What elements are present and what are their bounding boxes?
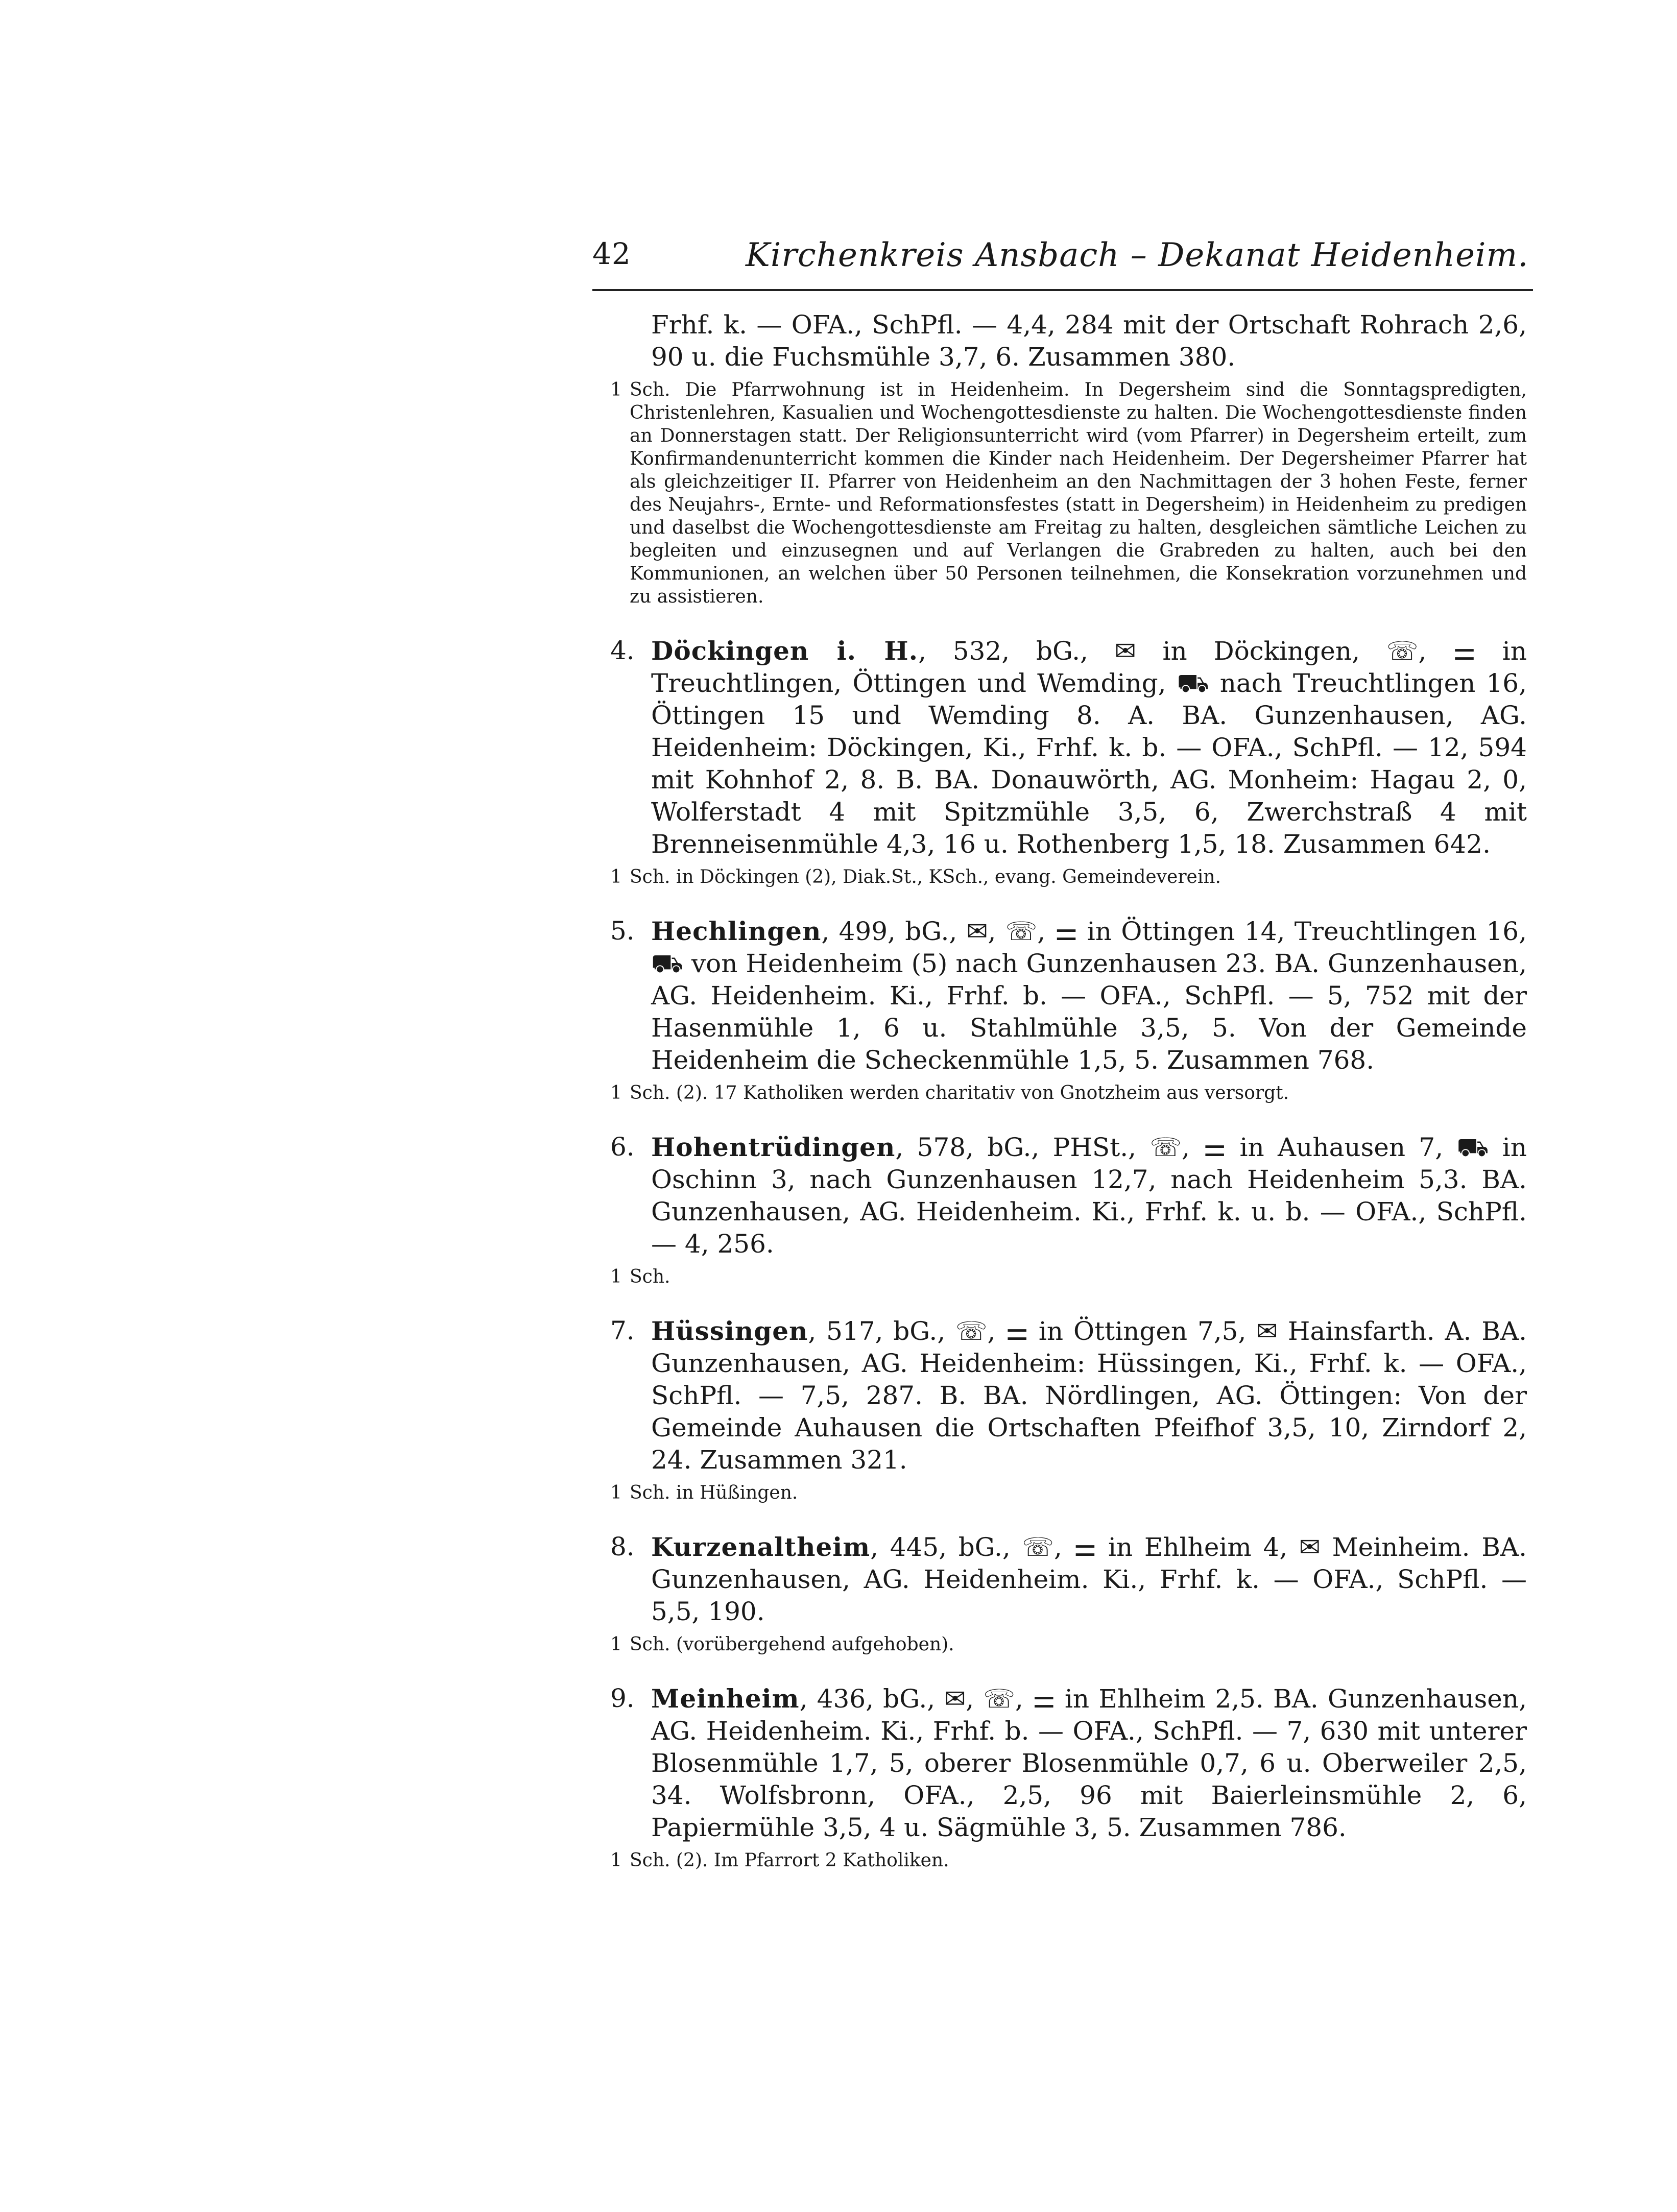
entry-kurzenaltheim-note <box>610 1633 1527 1656</box>
note-number: 1 <box>610 1634 622 1655</box>
entry-doeckingen <box>610 635 1527 860</box>
entry-continuation: Frhf. k. — OFA., SchPfl. — 4,4, 284 mit der Ortschaft Rohrach 2,6, 90 u. die Fuchsmühle 3,7, 6. Zusammen 380. <box>651 310 1527 372</box>
entry-text: , 517, bG., ☏, ⚌ in Öttingen 7,5, ✉ Hainsfarth. A. BA. Gunzenhausen, AG. Heidenheim: Hüssingen, Ki., Frhf. k. — OFA., SchPfl. — 7,5, 287. B. BA. Nördlingen, AG. Öttingen: Von der Gemeinde Auhausen die Ortschaften Pfeifhof 3,5, 10, Zirndorf 2, 24. Zusammen 321. <box>651 1316 1527 1475</box>
header-rule <box>592 289 1533 291</box>
note-text: Sch. in Hüßingen. <box>630 1482 798 1503</box>
note-number: 1 <box>610 1083 622 1103</box>
entry-meinheim <box>610 1682 1527 1844</box>
entry-text: , 578, bG., PHSt., ☏, ⚌ in Auhausen 7, ⛟ in Oschinn 3, nach Gunzenhausen 12,7, nach Heidenheim 5,3. BA. Gunzenhausen, AG. Heidenheim. Ki., Frhf. k. u. b. — OFA., SchPfl. — 4, 256. <box>651 1133 1527 1259</box>
entry-number: 6. <box>610 1132 635 1162</box>
entry-number: 4. <box>610 636 635 665</box>
note-text: Sch. in Döckingen (2), Diak.St., KSch., evang. Gemeindeverein. <box>630 867 1221 887</box>
entry-kurzenaltheim <box>610 1531 1527 1628</box>
entry-meinheim-note <box>610 1849 1527 1872</box>
note-number: 1 <box>610 867 622 887</box>
note-text: Sch. (2). Im Pfarrort 2 Katholiken. <box>630 1850 949 1871</box>
page-header <box>592 232 1533 283</box>
place-name: Hechlingen <box>651 916 822 946</box>
entry-doeckingen-note <box>610 865 1527 888</box>
entry-hohentruedingen <box>610 1131 1527 1260</box>
place-name: Kurzenaltheim <box>651 1532 871 1562</box>
place-name: Hüssingen <box>651 1316 808 1346</box>
place-name: Meinheim <box>651 1684 800 1714</box>
note-text: Sch. (vorübergehend aufgehoben). <box>630 1634 954 1655</box>
entry-text: , 532, bG., ✉ in Döckingen, ☏, ⚌ in Treuchtlingen, Öttingen und Wemding, ⛟ nach Treuchtlingen 16, Öttingen 15 und Wemding 8. A. BA. Gunzenhausen, AG. Heidenheim: Döckingen, Ki., Frhf. k. b. — OFA., SchPfl. — 12, 594 mit Kohnhof 2, 8. B. BA. Donauwörth, AG. Monheim: Hagau 2, 0, Wolferstadt 4 mit Spitzmühle 3,5, 6, Zwerchstraß 4 mit Brenneisenmühle 4,3, 16 u. Rothenberg 1,5, 18. Zusammen 642. <box>651 636 1527 859</box>
note-text: Sch. Die Pfarrwohnung ist in Heidenheim. In Degersheim sind die Sonntagspredigten, Christenlehren, Kasualien und Wochengottesdienste zu halten. Die Wochengottesdienste finden an Donnerstagen statt. Der Religionsunterricht wird (vom Pfarrer) in Degersheim erteilt, zum Konfirmandenunterricht kommen die Kinder nach Heidenheim. Der Degersheimer Pfarrer hat als gleichzeitiger II. Pfarrer von Heidenheim an den Nachmittagen der 3 hohen Feste, ferner des Neujahrs-, Ernte- und Reformationsfestes (statt in Degersheim) in Heidenheim zu predigen und daselbst die Wochengottesdienste am Freitag zu halten, desgleichen sämtliche Leichen zu begleiten und einzusegnen und auf Verlangen die Grabreden zu halten, auch bei den Kommunionen, an welchen über 50 Personen teilnehmen, die Konsekration vorzunehmen und zu assistieren. <box>630 379 1527 607</box>
place-name: Döckingen i. H. <box>651 636 919 666</box>
entry-huessingen <box>610 1315 1527 1476</box>
entry-text: , 499, bG., ✉, ☏, ⚌ in Öttingen 14, Treuchtlingen 16, ⛟ von Heidenheim (5) nach Gunzenhausen 23. BA. Gunzenhausen, AG. Heidenheim. Ki., Frhf. b. — OFA., SchPfl. — 5, 752 mit der Hasenmühle 1, 6 u. Stahlmühle 3,5, 5. Von der Gemeinde Heidenheim die Scheckenmühle 1,5, 5. Zusammen 768. <box>651 917 1527 1075</box>
entry-hechlingen-note <box>610 1081 1527 1104</box>
note-text: Sch. <box>630 1266 670 1287</box>
note-text: Sch. (2). 17 Katholiken werden charitativ von Gnotzheim aus versorgt. <box>630 1083 1289 1103</box>
note-number: 1 <box>610 1482 622 1503</box>
entry-number: 8. <box>610 1532 635 1561</box>
running-title: Kirchenkreis Ansbach – Dekanat Heidenheim. <box>746 236 1529 274</box>
entry-hechlingen <box>610 915 1527 1076</box>
note-number: 1 <box>610 1850 622 1871</box>
place-name: Hohentrüdingen <box>651 1132 896 1162</box>
note-number: 1 <box>610 379 622 400</box>
entry-text: , 436, bG., ✉, ☏, ⚌ in Ehlheim 2,5. BA. Gunzenhausen, AG. Heidenheim. Ki., Frhf. b. — OFA., SchPfl. — 7, 630 mit unterer Blosenmühle 1,7, 5, oberer Blosenmühle 0,7, 6 u. Oberweiler 2,5, 34. Wolfsbronn, OFA., 2,5, 96 mit Baierleinsmühle 2, 6, Papiermühle 3,5, 4 u. Sägmühle 3, 5. Zusammen 786. <box>651 1684 1527 1842</box>
entry-number: 7. <box>610 1316 635 1345</box>
page-number: 42 <box>592 236 631 271</box>
entry-huessingen-note <box>610 1481 1527 1504</box>
note-number: 1 <box>610 1266 622 1287</box>
entry-text: , 445, bG., ☏, ⚌ in Ehlheim 4, ✉ Meinheim. BA. Gunzenhausen, AG. Heidenheim. Ki., Frhf. k. — OFA., SchPfl. — 5,5, 190. <box>651 1532 1527 1626</box>
entry-number: 5. <box>610 916 635 946</box>
page-content <box>610 309 1527 1898</box>
entry-number: 9. <box>610 1684 635 1713</box>
entry-continuation-note <box>610 378 1527 608</box>
entry-hohentruedingen-note <box>610 1265 1527 1288</box>
